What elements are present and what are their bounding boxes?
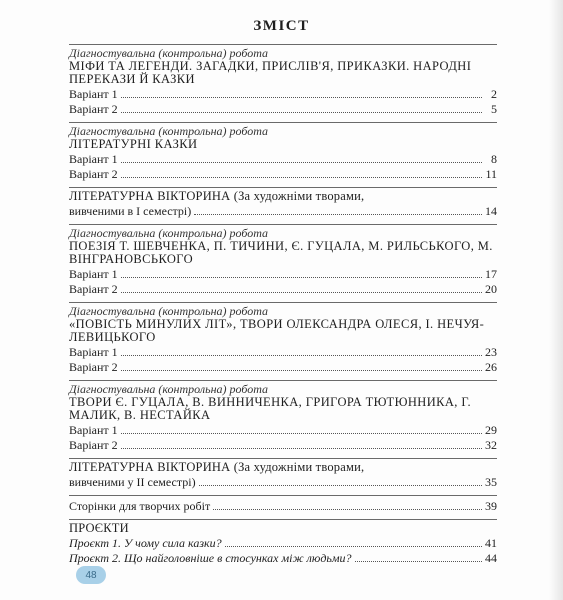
leader-dots	[121, 433, 482, 434]
section-heading: ЛІТЕРАТУРНА ВІКТОРИНА (За художніми творами,	[69, 460, 365, 474]
toc-section-literary-tales	[69, 122, 497, 181]
entry-page: 29	[485, 423, 497, 437]
entry-page: 2	[491, 87, 497, 101]
leader-dots	[213, 509, 482, 510]
toc-entry[interactable]	[69, 499, 497, 513]
leader-dots	[121, 97, 482, 98]
toc-section-projects	[69, 519, 497, 565]
leader-dots	[121, 370, 482, 371]
toc-entry[interactable]	[69, 551, 497, 565]
section-label: Діагностувальна (контрольна) робота	[69, 304, 269, 318]
entry-text: Проєкт 1. У чому сила казки?	[69, 536, 222, 550]
toc-entry[interactable]	[69, 536, 497, 550]
leader-dots	[225, 546, 482, 547]
page-edge-shadow	[549, 0, 563, 600]
section-label: Діагностувальна (контрольна) робота	[69, 124, 269, 138]
entry-text: Варіант 2	[69, 360, 118, 374]
leader-dots	[121, 162, 482, 163]
entry-page: 39	[485, 499, 497, 513]
section-heading: ТВОРИ Є. ГУЦАЛА, В. ВИННИЧЕНКА, ГРИГОРА ТЮТЮННИКА, Г. МАЛИК, В. НЕСТАЙКА	[69, 395, 472, 422]
entry-page: 11	[485, 167, 497, 181]
entry-text: вивченими в I семестрі)	[69, 204, 192, 218]
entry-page: 8	[491, 152, 497, 166]
entry-page: 17	[485, 267, 497, 281]
leader-dots	[121, 177, 482, 178]
section-heading: МІФИ ТА ЛЕГЕНДИ. ЗАГАДКИ, ПРИСЛІВ'Я, ПРИКАЗКИ. НАРОДНІ ПЕРЕКАЗИ Й КАЗКИ	[69, 59, 472, 86]
toc-entry[interactable]	[69, 438, 497, 452]
entry-page: 26	[485, 360, 497, 374]
toc-entry[interactable]	[69, 267, 497, 281]
entry-text: Сторінки для творчих робіт	[69, 499, 211, 513]
toc-section-quiz-1	[69, 187, 497, 218]
section-heading: ПРОЄКТИ	[69, 521, 129, 535]
toc-entry[interactable]	[69, 360, 497, 374]
section-heading: ЛІТЕРАТУРНА ВІКТОРИНА (За художніми творами,	[69, 189, 365, 203]
section-heading: ПОЕЗІЯ Т. ШЕВЧЕНКА, П. ТИЧИНИ, Є. ГУЦАЛА, М. РИЛЬСЬКОГО, М. ВІНГРАНОВСЬКОГО	[69, 239, 493, 266]
entry-text: Варіант 1	[69, 423, 118, 437]
toc-section-poetry	[69, 224, 497, 296]
leader-dots	[121, 292, 482, 293]
leader-dots	[199, 485, 482, 486]
entry-page: 44	[485, 551, 497, 565]
leader-dots	[121, 277, 482, 278]
entry-page: 14	[485, 204, 497, 218]
entry-text: вивченими у II семестрі)	[69, 475, 196, 489]
leader-dots	[121, 448, 482, 449]
entry-text: Варіант 2	[69, 282, 118, 296]
entry-page: 23	[485, 345, 497, 359]
toc-entry[interactable]	[69, 282, 497, 296]
toc-section-chronicle	[69, 302, 497, 374]
entry-text: Проєкт 2. Що найголовніше в стосунках між людьми?	[69, 551, 352, 565]
toc-entry[interactable]	[69, 345, 497, 359]
section-heading: ЛІТЕРАТУРНІ КАЗКИ	[69, 137, 198, 151]
entry-page: 35	[485, 475, 497, 489]
section-label: Діагностувальна (контрольна) робота	[69, 46, 269, 60]
section-label: Діагностувальна (контрольна) робота	[69, 382, 269, 396]
leader-dots	[355, 561, 482, 562]
entry-text: Варіант 2	[69, 167, 118, 181]
leader-dots	[121, 355, 482, 356]
table-of-contents	[69, 44, 497, 571]
toc-entry[interactable]	[69, 152, 497, 166]
toc-entry[interactable]	[69, 102, 497, 116]
entry-page: 41	[485, 536, 497, 550]
toc-entry[interactable]	[69, 87, 497, 101]
toc-entry[interactable]	[69, 475, 497, 489]
leader-dots	[194, 214, 482, 215]
toc-section-quiz-2	[69, 458, 497, 489]
entry-page: 32	[485, 438, 497, 452]
entry-text: Варіант 1	[69, 152, 118, 166]
entry-text: Варіант 1	[69, 267, 118, 281]
entry-text: Варіант 2	[69, 438, 118, 452]
entry-page: 20	[485, 282, 497, 296]
entry-text: Варіант 1	[69, 87, 118, 101]
toc-entry[interactable]	[69, 423, 497, 437]
toc-entry[interactable]	[69, 204, 497, 218]
entry-page: 5	[491, 102, 497, 116]
entry-text: Варіант 1	[69, 345, 118, 359]
toc-section-creative	[69, 495, 497, 513]
toc-section-prose	[69, 380, 497, 452]
page-number-badge: 48	[76, 566, 106, 584]
leader-dots	[121, 112, 482, 113]
section-label: Діагностувальна (контрольна) робота	[69, 226, 269, 240]
toc-entry[interactable]	[69, 167, 497, 181]
page-title: ЗМІСТ	[253, 18, 310, 34]
toc-section-myths	[69, 44, 497, 116]
entry-text: Варіант 2	[69, 102, 118, 116]
section-heading: «ПОВІСТЬ МИНУЛИХ ЛІТ», ТВОРИ ОЛЕКСАНДРА ОЛЕСЯ, І. НЕЧУЯ-ЛЕВИЦЬКОГО	[69, 317, 485, 344]
